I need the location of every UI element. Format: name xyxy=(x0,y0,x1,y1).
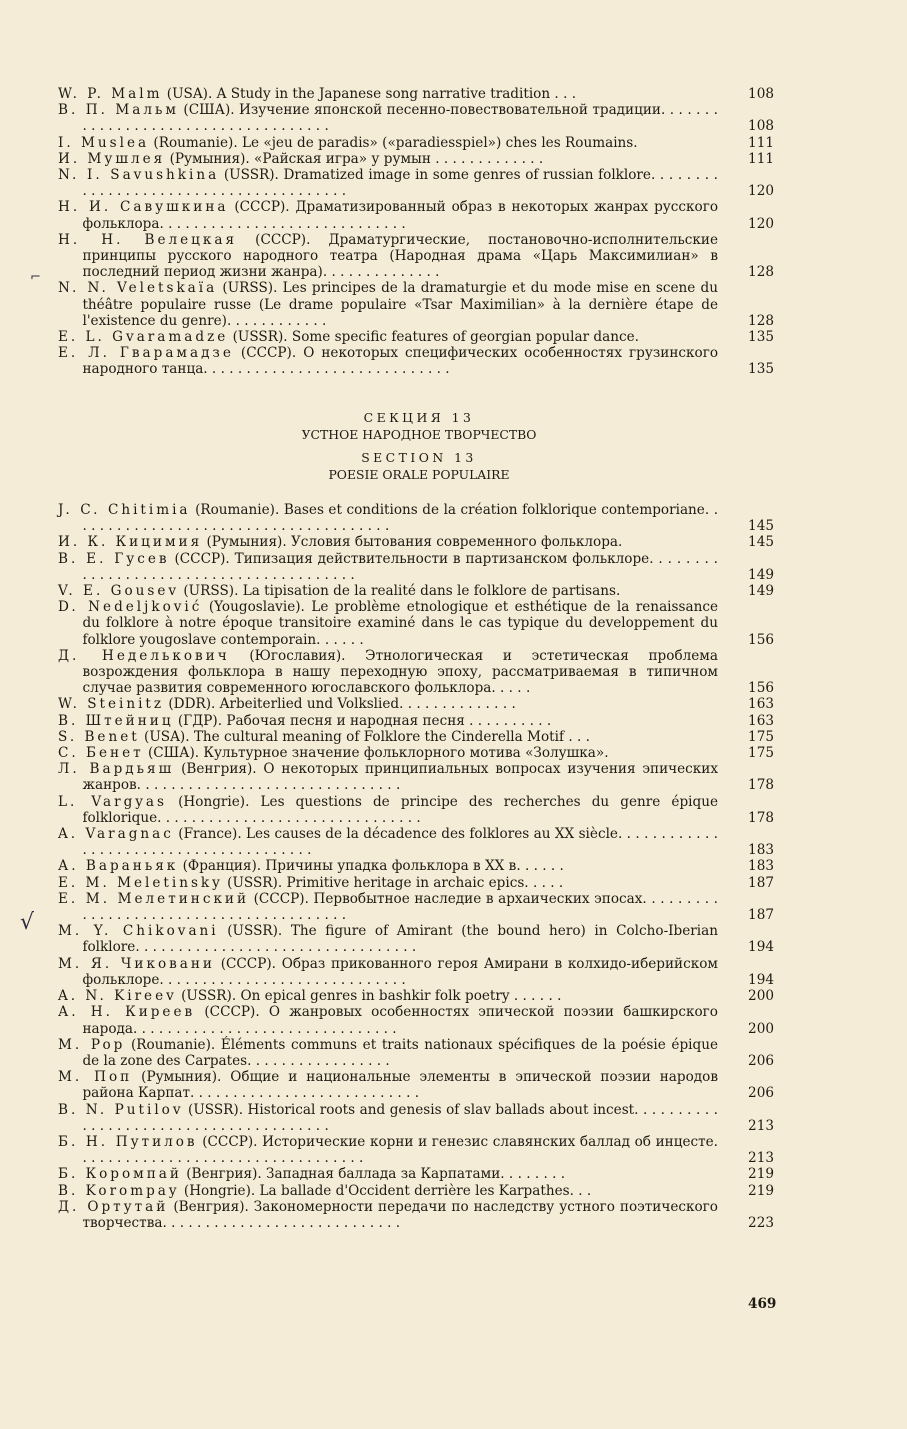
entry-page: 187 xyxy=(748,907,774,924)
entry-title: (USSR). Dramatized image in some genres of russian folklore. . . . . . . . . . . . . . . . . . . . . . . . . . . . . . . . . . . . . . . xyxy=(82,167,718,200)
entry-page: 213 xyxy=(748,1150,774,1167)
section-title-fr: POESIE ORALE POPULAIRE xyxy=(328,466,510,482)
contents-entry xyxy=(58,167,780,199)
entry-page: 156 xyxy=(748,631,774,648)
entry-title: (USSR). Historical roots and genesis of slav ballads about incest. . . . . . . . . . . . . . . . . . . . . . . . . . . . . . . . . . . . . . . xyxy=(82,1101,718,1134)
entry-author: В. П. Мальм xyxy=(58,102,179,119)
contents-entry xyxy=(58,891,780,923)
entry-page: 111 xyxy=(748,150,774,167)
contents-list-top xyxy=(58,86,780,378)
entry-author: W. Steinitz xyxy=(58,696,165,713)
contents-entry xyxy=(58,502,780,534)
entry-title: (Yougoslavie). Le problème etnologique et esthétique de la renaissance du folklore à notre époque transitoire examiné dans le cas typique du developpement du folklore yougoslave contemporain. . . . . . xyxy=(82,599,718,648)
entry-title: (Hongrie). Les questions de principe des recherches du genre épique folklorique. . . . . . . . . . . . . . . . . . . . . . . . . . . . . . . xyxy=(82,793,718,826)
entry-author: М. Я. Чиковани xyxy=(58,955,215,972)
entry-page: 128 xyxy=(748,312,774,329)
entry-page: 120 xyxy=(748,215,774,232)
entry-title: (USA). A Study in the Japanese song narrative tradition . . . xyxy=(162,86,577,102)
entry-page: 178 xyxy=(748,777,774,794)
entry-title: (France). Les causes de la décadence des folklores au XX siècle. . . . . . . . . . . . . . . . . . . . . . . . . . . . . . . . . . . . . . . xyxy=(82,826,719,859)
entry-title: (ГДР). Рабочая песня и народная песня . . . . . . . . . . xyxy=(173,712,552,729)
entry-author: B. Korompay xyxy=(58,1182,180,1199)
entry-author: E. M. Meletinsky xyxy=(58,874,223,891)
entry-page: 200 xyxy=(748,988,774,1005)
contents-entry xyxy=(58,1102,780,1134)
entry-page: 194 xyxy=(748,939,774,956)
entry-title: (USSR). Primitive heritage in archaic epics. . . . . xyxy=(222,874,564,891)
contents-entry xyxy=(58,232,780,281)
entry-page: 135 xyxy=(748,329,774,346)
contents-entry xyxy=(58,794,780,826)
entry-title: (США). Культурное значение фольклорного мотива «Золушка». xyxy=(143,745,609,762)
entry-author: A. Varagnac xyxy=(58,826,174,843)
entry-author: M. Pop xyxy=(58,1036,126,1053)
entry-author: Е. Л. Гварамадзе xyxy=(58,345,234,362)
entry-page: 200 xyxy=(748,1020,774,1037)
entry-author: Б. Н. Путилов xyxy=(58,1133,198,1150)
entry-author: L. Vargyas xyxy=(58,793,168,810)
contents-entry xyxy=(58,745,780,761)
entry-title: (СССР). О жанровых особенностях эпической поэзии башкирского народа. . . . . . . . . . . . . . . . . . . . . . . . . . . . . . . xyxy=(82,1004,718,1037)
entry-title: (СССР). Исторические корни и генезис славянских баллад об инцесте. . . . . . . . . . . . . . . . . . . . . . . . . . . . . . . . . . xyxy=(82,1133,718,1167)
entry-title: (USSR). Some specific features of georgian popular dance. xyxy=(228,329,639,346)
margin-pencil-mark: ⌐ xyxy=(30,270,41,285)
entry-page: 149 xyxy=(748,583,774,600)
contents-entry xyxy=(58,648,780,697)
entry-page: 175 xyxy=(748,728,774,745)
section-title-ru: УСТНОЕ НАРОДНОЕ ТВОРЧЕСТВО xyxy=(301,426,537,442)
entry-page: 145 xyxy=(748,518,774,535)
entry-author: Н. Н. Велецкая xyxy=(58,231,238,248)
contents-entry xyxy=(58,151,780,167)
entry-page: 128 xyxy=(748,264,774,281)
entry-title: (СССР). Драматургические, постановочно-исполнительские принципы русского народного театра (Народная драма «Царь Максимилиан» в последний период жизни жанра). . . . . . . . . . . . . . xyxy=(82,231,718,281)
entry-page: 163 xyxy=(748,712,774,729)
entry-author: I. Muslea xyxy=(58,134,150,151)
entry-author: E. L. Gvaramadze xyxy=(58,329,229,346)
entry-title: (USSR). The figure of Amirant (the bound hero) in Colcho-Iberian folklore. . . . . . . . . . . . . . . . . . . . . . . . . . . . . . . . . xyxy=(82,923,718,956)
entry-author: А. Вараньяк xyxy=(58,858,179,875)
contents-entry xyxy=(58,551,780,583)
contents-entry xyxy=(58,199,780,231)
entry-author: V. E. Gousev xyxy=(58,583,180,600)
entry-author: Н. И. Савушкина xyxy=(58,199,229,216)
entry-page: 206 xyxy=(748,1085,774,1102)
entry-title: (СССР). Образ прикованного героя Амирани в колхидо-иберийском фольклоре. . . . . . . . . . . . . . . . . . . . . . . . . . . . . xyxy=(82,955,718,988)
entry-author: Б. Коромпай xyxy=(58,1166,182,1183)
entry-page: 135 xyxy=(748,361,774,378)
entry-title: (СССР). Типизация действительности в партизанском фольклоре. . . . . . . . . . . . . . . . . . . . . . . . . . . . . . . . . . . . . . . . xyxy=(82,550,719,583)
entry-title: (Румыния). «Райская игра» у румын . . . . . . . . . . . . . xyxy=(165,150,544,167)
entry-title: (Франция). Причины упадка фольклора в XX в. . . . . . xyxy=(178,858,564,875)
entry-page: 223 xyxy=(748,1214,774,1231)
entry-title: (США). Изучение японской песенно-повествовательной традиции. . . . . . . . . . . . . . . . . . . . . . . . . . . . . . . . . . . . xyxy=(82,102,718,135)
contents-entry xyxy=(58,923,780,955)
entry-title: (URSS). Les principes de la dramaturgie et du mode mise en scene du théâtre populaire russe (Le drame populaire «Tsar Maximilian» à la dernière étape de l'existence du genre). . . . . . . . . . . . xyxy=(82,280,718,329)
contents-entry xyxy=(58,1183,780,1199)
contents-entry xyxy=(58,102,780,134)
entry-page: 206 xyxy=(748,1052,774,1069)
entry-title: (Венгрия). Западная баллада за Карпатами. . . . . . . . xyxy=(181,1166,566,1183)
entry-title: (Roumanie). Éléments communs et traits nationaux spécifiques de la poésie épique de la zone des Carpates. . . . . . . . . . . . . . . . . xyxy=(82,1036,718,1069)
entry-author: S. Benet xyxy=(58,728,140,745)
entry-author: J. C. Chitimia xyxy=(58,502,191,518)
entry-page: 108 xyxy=(748,118,774,135)
entry-page: 219 xyxy=(748,1182,774,1199)
entry-title: (Румыния). Общие и национальные элементы в эпической поэзии народов района Карпат. . . . . . . . . . . . . . . . . . . . . . . . . . . xyxy=(82,1069,718,1102)
entry-title: (Roumanie). Bases et conditions de la création folklorique contemporiane. . . . . . . . . . . . . . . . . . . . . . . . . . . . . . . . . . . . . . xyxy=(82,502,719,535)
entry-author: M. Y. Chikovani xyxy=(58,923,219,940)
entry-page: 187 xyxy=(748,874,774,891)
entry-page: 183 xyxy=(748,858,774,875)
entry-author: М. Поп xyxy=(58,1069,133,1086)
entry-author: A. N. Kireev xyxy=(58,988,177,1005)
section-number-fr: SECTION 13 xyxy=(361,450,477,465)
contents-entry xyxy=(58,826,780,858)
entry-author: И. Мушлея xyxy=(58,150,166,167)
entry-page: 149 xyxy=(748,566,774,583)
entry-title: (DDR). Arbeiterlied und Volkslied. . . . . . . . . . . . . . xyxy=(164,696,516,713)
entry-author: N. I. Savushkina xyxy=(58,167,220,184)
contents-entry xyxy=(58,956,780,988)
entry-author: В. Штейниц xyxy=(58,712,174,729)
contents-entry xyxy=(58,713,780,729)
contents-entry xyxy=(58,1037,780,1069)
contents-list-bottom xyxy=(58,502,780,1231)
section-heading-ru xyxy=(58,410,780,443)
entry-title: (Венгрия). Закономерности передачи по наследству устного поэтического творчества. . . . . . . . . . . . . . . . . . . . . . . . . . . . xyxy=(82,1198,718,1231)
entry-page: 145 xyxy=(748,534,774,551)
entry-author: И. К. Кицимия xyxy=(58,534,203,551)
section-number-ru: СЕКЦИЯ 13 xyxy=(363,410,475,425)
entry-author: D. Nedeljković xyxy=(58,599,203,616)
margin-check-mark: √ xyxy=(20,910,35,935)
contents-entry xyxy=(58,599,780,648)
entry-author: W. P. Malm xyxy=(58,86,163,102)
contents-entry xyxy=(58,988,780,1004)
entry-title: (Югославия). Этнологическая и эстетическая проблема возрождения фольклора в нашу переходную эпоху, рассматриваемая в типичном случае развития современного югославского фольклора. . . . . xyxy=(82,647,718,697)
contents-entry xyxy=(58,86,780,102)
entry-page: 213 xyxy=(748,1117,774,1134)
entry-page: 219 xyxy=(748,1166,774,1183)
contents-entry xyxy=(58,875,780,891)
entry-page: 120 xyxy=(748,183,774,200)
contents-entry xyxy=(58,1199,780,1231)
entry-page: 156 xyxy=(748,680,774,697)
section-heading-fr xyxy=(58,450,780,483)
entry-title: (USSR). On epical genres in bashkir folk poetry . . . . . . xyxy=(176,988,562,1005)
contents-entry xyxy=(58,329,780,345)
contents-entry xyxy=(58,1166,780,1182)
entry-title: (Венгрия). О некоторых принципиальных вопросах изучения эпических жанров. . . . . . . . . . . . . . . . . . . . . . . . . . . . . . . xyxy=(82,761,719,794)
entry-page: 108 xyxy=(748,86,774,102)
contents-entry xyxy=(58,135,780,151)
entry-page: 111 xyxy=(748,134,774,151)
entry-title: (USA). The cultural meaning of Folklore the Cinderella Motif . . . xyxy=(139,728,590,745)
entry-title: (Румыния). Условия бытования современного фольклора. xyxy=(202,534,623,551)
entry-author: N. N. Veletskaïa xyxy=(58,280,218,297)
contents-entry xyxy=(58,1069,780,1101)
entry-author: Д. Ортутай xyxy=(58,1198,169,1215)
entry-page: 163 xyxy=(748,696,774,713)
page-number: 469 xyxy=(748,1296,777,1312)
contents-entry xyxy=(58,858,780,874)
contents-entry xyxy=(58,729,780,745)
entry-title: (СССР). Драматизированный образ в некоторых жанрах русского фольклора. . . . . . . . . . . . . . . . . . . . . . . . . . . . . xyxy=(82,199,718,232)
contents-entry xyxy=(58,280,780,329)
entry-author: Л. Вардьяш xyxy=(58,761,175,778)
contents-entry xyxy=(58,696,780,712)
contents-entry xyxy=(58,1004,780,1036)
entry-title: (СССР). О некоторых специфических особенностях грузинского народного танца. . . . . . . . . . . . . . . . . . . . . . . . . . . . . xyxy=(82,345,719,378)
entry-author: B. N. Putilov xyxy=(58,1101,184,1118)
entry-page: 178 xyxy=(748,809,774,826)
contents-entry xyxy=(58,534,780,550)
entry-author: С. Бенет xyxy=(58,745,144,762)
entry-title: (Roumanie). Le «jeu de paradis» («paradiesspiel») ches les Roumains. xyxy=(149,134,638,151)
entry-page: 183 xyxy=(748,842,774,859)
entry-author: А. Н. Киреев xyxy=(58,1004,196,1021)
entry-author: В. Е. Гусев xyxy=(58,550,170,567)
entry-title: (СССР). Первобытное наследие в архаических эпосах. . . . . . . . . . . . . . . . . . . . . . . . . . . . . . . . . . . . . . . . xyxy=(82,890,718,924)
contents-entry xyxy=(58,1134,780,1166)
contents-entry xyxy=(58,761,780,793)
entry-title: (URSS). La tipisation de la realité dans le folklore de partisans. xyxy=(179,583,621,600)
contents-entry xyxy=(58,583,780,599)
entry-author: Е. М. Мелетинский xyxy=(58,890,250,907)
entry-title: (Hongrie). La ballade d'Occident derrière les Karpathes. . . xyxy=(179,1182,592,1199)
entry-page: 175 xyxy=(748,745,774,762)
entry-page: 194 xyxy=(748,971,774,988)
contents-entry xyxy=(58,345,780,377)
entry-author: Д. Неделькович xyxy=(58,647,230,664)
